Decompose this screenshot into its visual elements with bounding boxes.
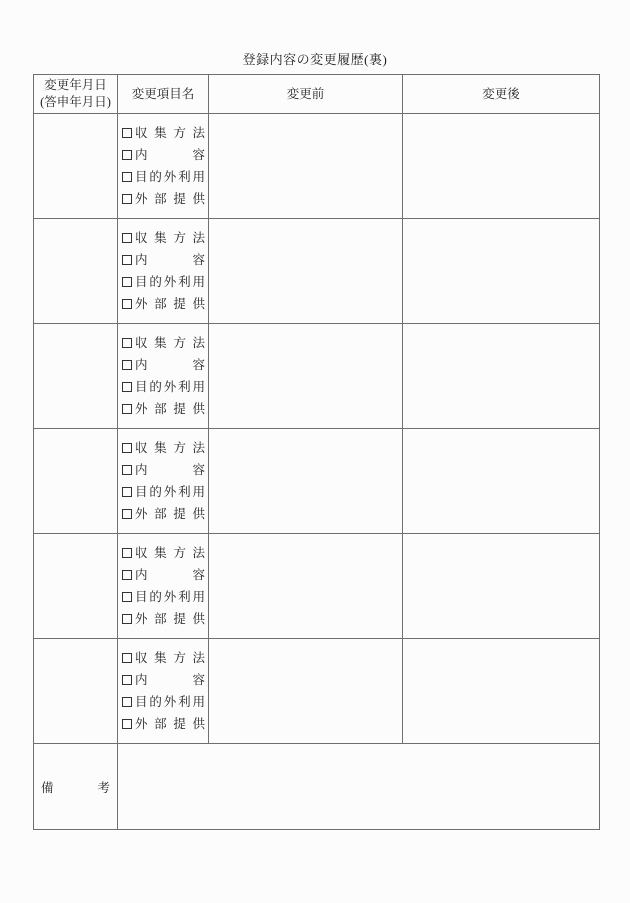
checkbox-label: 収 集 方 法 bbox=[135, 335, 205, 350]
change-row bbox=[34, 219, 600, 324]
checkbox-item bbox=[122, 608, 205, 630]
cell-change-items bbox=[118, 114, 209, 219]
cell-change-date bbox=[34, 534, 118, 639]
remarks-value-cell bbox=[118, 744, 600, 830]
cell-change-date bbox=[34, 639, 118, 744]
cell-change-items bbox=[118, 639, 209, 744]
checkbox-item bbox=[122, 188, 205, 210]
cell-after-change bbox=[403, 429, 600, 534]
checkbox-item bbox=[122, 564, 205, 586]
checkbox-icon bbox=[122, 675, 132, 685]
checkbox-item bbox=[122, 669, 205, 691]
checkbox-item bbox=[122, 586, 205, 608]
checkbox-label: 内 容 bbox=[135, 252, 205, 267]
header-after-change: 変更後 bbox=[403, 75, 600, 114]
cell-change-items bbox=[118, 219, 209, 324]
change-history-table bbox=[33, 74, 600, 830]
checkbox-item bbox=[122, 332, 205, 354]
checkbox-item bbox=[122, 647, 205, 669]
checkbox-label: 収 集 方 法 bbox=[135, 125, 205, 140]
cell-change-date bbox=[34, 429, 118, 534]
checkbox-list bbox=[118, 122, 208, 210]
remarks-label: 備 考 bbox=[41, 780, 110, 795]
checkbox-item bbox=[122, 691, 205, 713]
checkbox-label: 外 部 提 供 bbox=[135, 506, 205, 521]
checkbox-label: 外 部 提 供 bbox=[135, 611, 205, 626]
page-title: 登録内容の変更履歴(裏) bbox=[242, 52, 388, 67]
checkbox-label: 目 的 外 利 用 bbox=[135, 169, 205, 184]
checkbox-label: 内 容 bbox=[135, 567, 205, 582]
header-before-change: 変更前 bbox=[209, 75, 403, 114]
cell-change-items bbox=[118, 324, 209, 429]
checkbox-list bbox=[118, 227, 208, 315]
checkbox-label: 外 部 提 供 bbox=[135, 296, 205, 311]
checkbox-icon bbox=[122, 404, 132, 414]
cell-before-change bbox=[209, 219, 403, 324]
checkbox-label: 外 部 提 供 bbox=[135, 191, 205, 206]
checkbox-icon bbox=[122, 465, 132, 475]
checkbox-item bbox=[122, 227, 205, 249]
header-change-date-line1: 変更年月日 bbox=[44, 78, 107, 92]
checkbox-label: 目 的 外 利 用 bbox=[135, 274, 205, 289]
header-change-date bbox=[34, 75, 118, 114]
change-row bbox=[34, 639, 600, 744]
checkbox-item bbox=[122, 437, 205, 459]
checkbox-icon bbox=[122, 548, 132, 558]
checkbox-item bbox=[122, 503, 205, 525]
checkbox-icon bbox=[122, 150, 132, 160]
checkbox-icon bbox=[122, 233, 132, 243]
checkbox-item bbox=[122, 249, 205, 271]
cell-change-items bbox=[118, 534, 209, 639]
checkbox-item bbox=[122, 122, 205, 144]
checkbox-label: 内 容 bbox=[135, 672, 205, 687]
checkbox-icon bbox=[122, 509, 132, 519]
cell-before-change bbox=[209, 534, 403, 639]
cell-after-change bbox=[403, 534, 600, 639]
cell-change-date bbox=[34, 324, 118, 429]
checkbox-icon bbox=[122, 614, 132, 624]
checkbox-label: 収 集 方 法 bbox=[135, 545, 205, 560]
checkbox-item bbox=[122, 398, 205, 420]
header-change-item: 変更項目名 bbox=[118, 75, 209, 114]
checkbox-label: 内 容 bbox=[135, 462, 205, 477]
remarks-label-cell bbox=[34, 744, 118, 830]
change-row bbox=[34, 114, 600, 219]
checkbox-icon bbox=[122, 570, 132, 580]
checkbox-icon bbox=[122, 697, 132, 707]
cell-after-change bbox=[403, 324, 600, 429]
checkbox-icon bbox=[122, 299, 132, 309]
checkbox-label: 収 集 方 法 bbox=[135, 440, 205, 455]
checkbox-label: 目 的 外 利 用 bbox=[135, 694, 205, 709]
table-header bbox=[34, 75, 600, 114]
cell-before-change bbox=[209, 429, 403, 534]
remarks-row bbox=[34, 744, 600, 830]
checkbox-item bbox=[122, 354, 205, 376]
checkbox-item bbox=[122, 293, 205, 315]
checkbox-icon bbox=[122, 255, 132, 265]
checkbox-label: 収 集 方 法 bbox=[135, 230, 205, 245]
checkbox-item bbox=[122, 713, 205, 735]
cell-after-change bbox=[403, 114, 600, 219]
change-rows bbox=[34, 114, 600, 744]
change-row bbox=[34, 429, 600, 534]
checkbox-label: 目 的 外 利 用 bbox=[135, 379, 205, 394]
cell-change-date bbox=[34, 114, 118, 219]
checkbox-item bbox=[122, 459, 205, 481]
checkbox-label: 目 的 外 利 用 bbox=[135, 589, 205, 604]
checkbox-icon bbox=[122, 443, 132, 453]
header-row bbox=[34, 75, 600, 114]
checkbox-icon bbox=[122, 487, 132, 497]
checkbox-item bbox=[122, 376, 205, 398]
header-change-date-line2: (答申年月日) bbox=[40, 95, 111, 109]
checkbox-item bbox=[122, 271, 205, 293]
checkbox-label: 外 部 提 供 bbox=[135, 716, 205, 731]
checkbox-icon bbox=[122, 360, 132, 370]
checkbox-label: 内 容 bbox=[135, 357, 205, 372]
change-row bbox=[34, 534, 600, 639]
checkbox-item bbox=[122, 542, 205, 564]
checkbox-icon bbox=[122, 653, 132, 663]
checkbox-icon bbox=[122, 382, 132, 392]
checkbox-icon bbox=[122, 172, 132, 182]
checkbox-icon bbox=[122, 338, 132, 348]
cell-change-date bbox=[34, 219, 118, 324]
change-row bbox=[34, 324, 600, 429]
checkbox-label: 収 集 方 法 bbox=[135, 650, 205, 665]
cell-after-change bbox=[403, 219, 600, 324]
cell-before-change bbox=[209, 324, 403, 429]
cell-after-change bbox=[403, 639, 600, 744]
checkbox-label: 目 的 外 利 用 bbox=[135, 484, 205, 499]
table-footer bbox=[34, 744, 600, 830]
checkbox-label: 内 容 bbox=[135, 147, 205, 162]
checkbox-icon bbox=[122, 194, 132, 204]
checkbox-icon bbox=[122, 592, 132, 602]
checkbox-list bbox=[118, 332, 208, 420]
checkbox-item bbox=[122, 166, 205, 188]
checkbox-list bbox=[118, 542, 208, 630]
checkbox-item bbox=[122, 144, 205, 166]
cell-before-change bbox=[209, 639, 403, 744]
cell-change-items bbox=[118, 429, 209, 534]
checkbox-item bbox=[122, 481, 205, 503]
checkbox-label: 外 部 提 供 bbox=[135, 401, 205, 416]
checkbox-list bbox=[118, 437, 208, 525]
checkbox-icon bbox=[122, 719, 132, 729]
cell-before-change bbox=[209, 114, 403, 219]
checkbox-icon bbox=[122, 277, 132, 287]
checkbox-icon bbox=[122, 128, 132, 138]
checkbox-list bbox=[118, 647, 208, 735]
